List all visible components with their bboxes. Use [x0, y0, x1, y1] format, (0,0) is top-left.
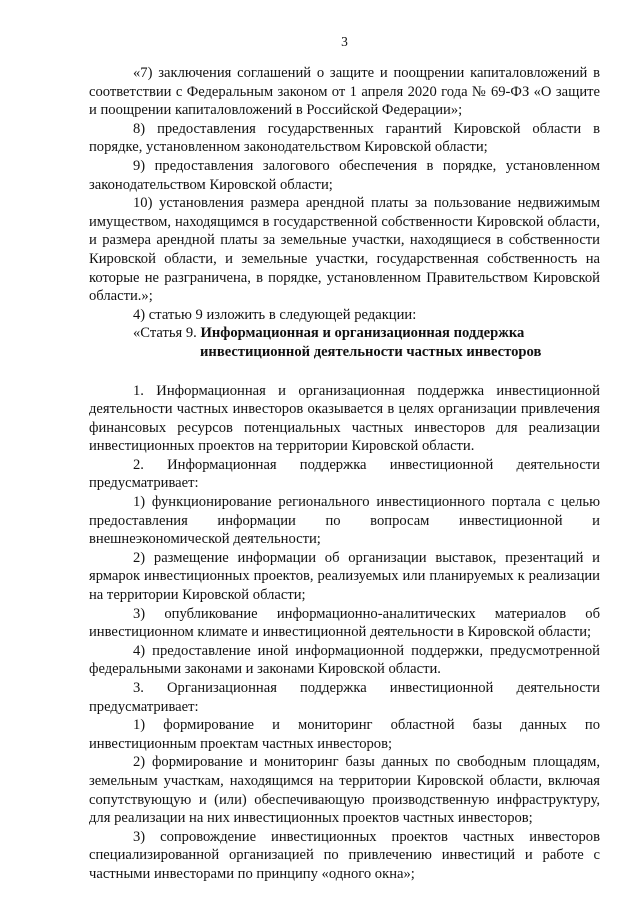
paragraph-item-9: 9) предоставления залогового обеспечения в порядке, установленном законодательством Кировской области;	[89, 157, 600, 193]
spacer	[89, 362, 600, 382]
paragraph-item-10: 10) установления размера арендной платы за пользование недвижимым имуществом, находящимся в государственной собственности Кировской области, и размера арендной платы за земельные участки, находящиеся в собственности Кировской области, и земельные участки, государственная собственность на которые не разграничена, в порядке, установленном Правительством Кировской области.»;	[89, 195, 600, 305]
page-number: 3	[341, 34, 348, 49]
article-label: «Статья 9.	[133, 325, 197, 342]
paragraph-item-8: 8) предоставления государственных гарантий Кировской области в порядке, установленном законодательством Кировской области;	[89, 120, 600, 156]
article-title-line2: инвестиционной деятельности частных инвесторов	[200, 343, 542, 360]
clause-2-item-2: 2) размещение информации об организации выставок, презентаций и ярмарок инвестиционных проектов, реализуемых или планируемых к реализации на территории Кировской области;	[89, 549, 600, 604]
article-body	[89, 382, 600, 884]
article-title-line1: Информационная и организационная поддержка	[200, 325, 525, 342]
clause-2-item-1: 1) функционирование регионального инвестиционного портала с целью предоставления информации по вопросам инвестиционной и внешнеэкономической деятельности;	[89, 494, 600, 548]
clause-2: 2. Информационная поддержка инвестиционной деятельности предусматривает:	[89, 456, 600, 492]
clause-3-item-2: 2) формирование и мониторинг базы данных по свободным площадям, земельным участкам, находящимся на территории Кировской области, включая сопутствующую и (или) обеспечивающую производственную инфраструктуру, для реализации на них инвестиционных проектов частных инвесторов;	[89, 754, 600, 827]
paragraphs-top	[89, 64, 600, 324]
paragraph-amend-article-9: 4) статью 9 изложить в следующей редакции:	[133, 306, 417, 323]
clause-1: 1. Информационная и организационная поддержка инвестиционной деятельности частных инвесторов оказывается в целях организации привлечения финансовых ресурсов потенциальных частных инвесторов для реализации инвестиционных проектов на территории Кировской области.	[89, 382, 600, 455]
clause-2-item-4: 4) предоставление иной информационной поддержки, предусмотренной федеральными законами и законами Кировской области.	[89, 642, 600, 678]
clause-3: 3. Организационная поддержка инвестиционной деятельности предусматривает:	[89, 680, 600, 715]
paragraph-item-7: «7) заключения соглашений о защите и поощрении капиталовложений в соответствии с Федеральным законом от 1 апреля 2020 года № 69-ФЗ «О защите и поощрении капиталовложений в Российской Федерации»;	[89, 65, 600, 119]
clause-3-item-1: 1) формирование и мониторинг областной базы данных по инвестиционным проектам частных инвесторов;	[89, 717, 600, 752]
article-heading	[89, 324, 600, 343]
clause-3-item-3: 3) сопровождение инвестиционных проектов частных инвесторов специализированной организацией по привлечению инвестиций и работе с частными инвесторами по принципу «одного окна»;	[89, 828, 600, 882]
clause-2-item-3: 3) опубликование информационно-аналитических материалов об инвестиционном климате и инвестиционной деятельности в Кировской области;	[89, 605, 600, 641]
